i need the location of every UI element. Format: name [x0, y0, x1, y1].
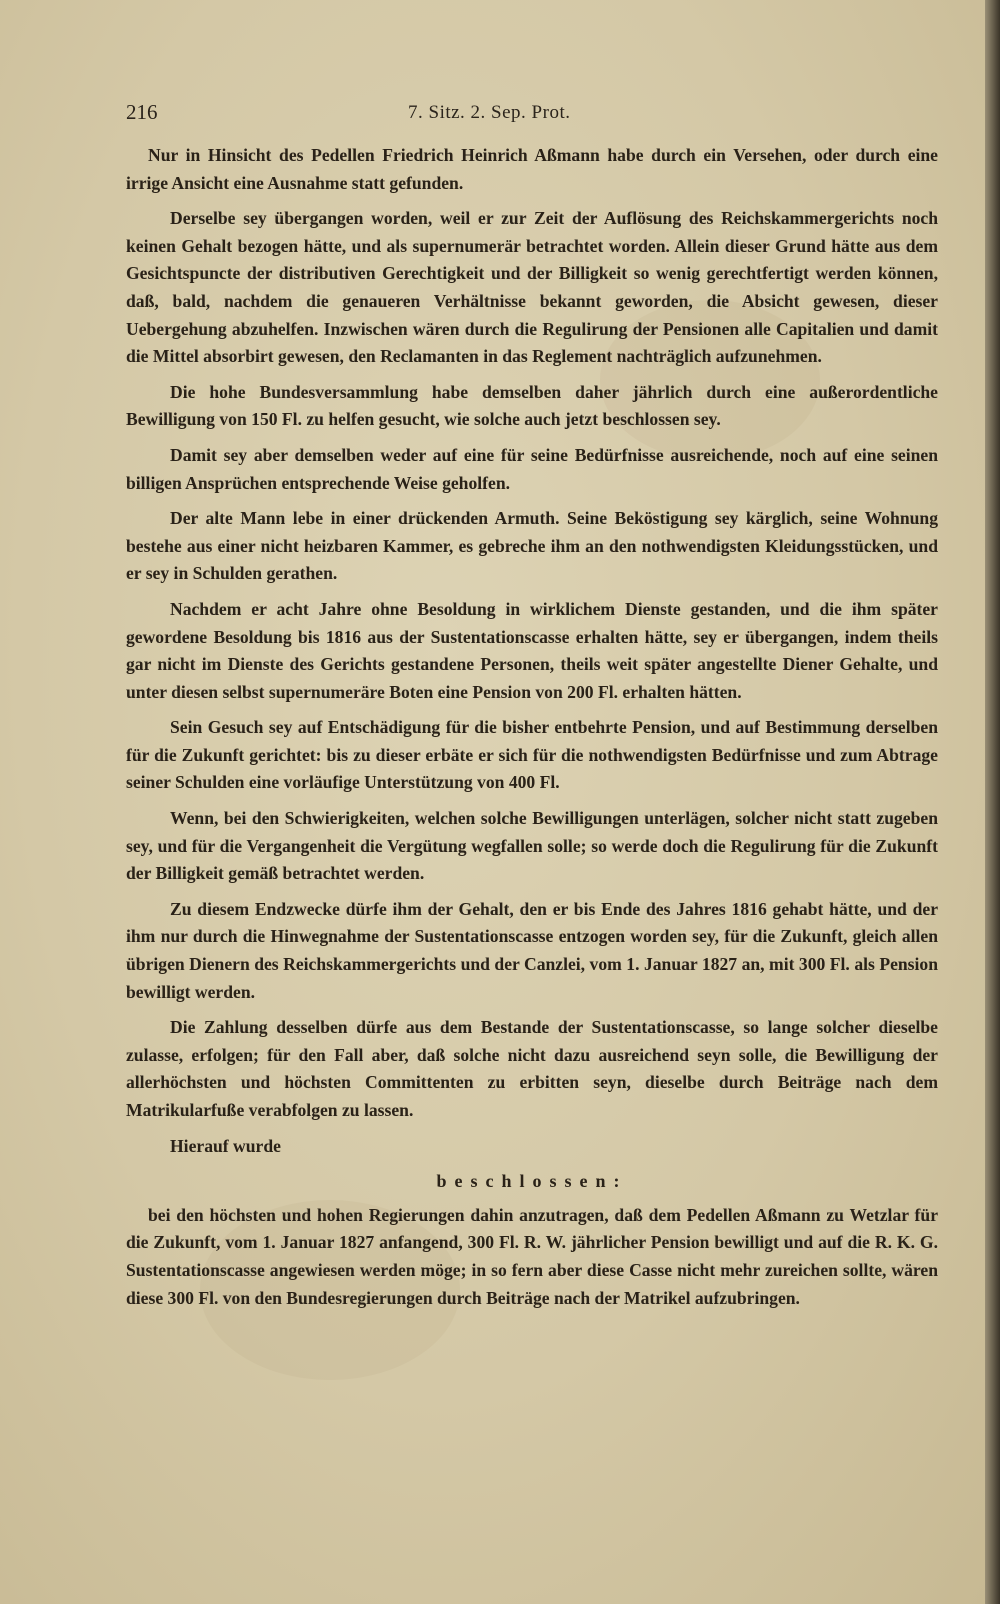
- paragraph: Der alte Mann lebe in einer drückenden Armuth. Seine Beköstigung sey kärglich, seine Wohnung bestehe aus einer nicht heizbaren Kammer, es gebreche ihm an den nothwendigsten Kleidungsstücken, und er sey in Schulden gerathen.: [126, 508, 938, 584]
- paragraph: Derselbe sey übergangen worden, weil er zur Zeit der Auflösung des Reichskammergerichts noch keinen Gehalt bezogen hätte, und als supernumerär betrachtet worden. Allein dieser Grund hätte aus dem Gesichtspuncte der distributiven Gerechtigkeit und der Billigkeit so wenig gerechtfertigt werden können, daß, bald, nachdem die genaueren Verhältnisse bekannt geworden, die Absicht gewesen, dieser Uebergehung abzuhelfen. Inzwischen wären durch die Regulirung der Pensionen alle Capitalien und damit die Mittel absorbirt gewesen, den Reclamanten in das Reglement nachträglich aufzunehmen.: [126, 208, 938, 367]
- paragraph: Zu diesem Endzwecke dürfe ihm der Gehalt, den er bis Ende des Jahres 1816 gehabt hätte, und der ihm nur durch die Hinwegnahme der Sustentationscasse entzogen worden sey, für die Zukunft, gleich allen übrigen Dienern des Reichskammergerichts und der Canzlei, vom 1. Januar 1827 an, mit 300 Fl. als Pension bewilligt werden.: [126, 898, 938, 1002]
- page-header: [126, 100, 946, 130]
- running-head: 7. Sitz. 2. Sep. Prot.: [408, 102, 571, 123]
- body-text: [126, 142, 938, 1320]
- page-edge-shadow: [985, 0, 1000, 1604]
- paragraph: Die hohe Bundesversammlung habe demselben daher jährlich durch eine außerordentliche Bewilligung von 150 Fl. zu helfen gesucht, wie solche auch jetzt beschlossen sey.: [126, 381, 938, 430]
- resolution-heading: beschlossen:: [436, 1171, 628, 1192]
- paragraph: Nachdem er acht Jahre ohne Besoldung in wirklichem Dienste gestanden, und die ihm später gewordene Besoldung bis 1816 aus der Sustentationscasse erhalten hätte, sey er übergangen, indem theils gar nicht im Dienste des Gerichts gestandene Personen, theils weit später angestellte Diener Gehalte, und unter diesen selbst supernumeräre Boten eine Pension von 200 Fl. erhalten hätten.: [126, 598, 938, 702]
- paragraph: Wenn, bei den Schwierigkeiten, welchen solche Bewilligungen unterlägen, solcher nicht statt zugeben sey, und für die Vergangenheit die Vergütung wegfallen solle; so werde doch die Regulirung für die Zukunft der Billigkeit gemäß betrachtet werden.: [126, 808, 938, 884]
- paragraph: Damit sey aber demselben weder auf eine für seine Bedürfnisse ausreichende, noch auf eine seinen billigen Ansprüchen entsprechende Weise geholfen.: [126, 444, 938, 493]
- page-number: 216: [126, 100, 158, 124]
- paragraph: Hierauf wurde: [170, 1135, 281, 1156]
- paragraph: Sein Gesuch sey auf Entschädigung für die bisher entbehrte Pension, und auf Bestimmung derselben für die Zukunft gerichtet: bis zu dieser erbäte er sich für die nothwendigsten Bedürfnisse und zum Abtrage seiner Schulden eine vorläufige Unterstützung von 400 Fl.: [126, 717, 938, 793]
- resolution-paragraph: bei den höchsten und hohen Regierungen dahin anzutragen, daß dem Pedellen Aßmann zu Wetzlar für die Zukunft, vom 1. Januar 1827 anfangend, 300 Fl. R. W. jährlicher Pension bewilligt und auf die R. K. G. Sustentationscasse angewiesen werden möge; in so fern aber diese Casse nicht mehr zureichen sollte, wären diese 300 Fl. von den Bundesregierungen durch Beiträge nach der Matrikel aufzubringen.: [126, 1204, 938, 1308]
- paragraph: Die Zahlung desselben dürfe aus dem Bestande der Sustentationscasse, so lange solcher dieselbe zulasse, erfolgen; für den Fall aber, daß solche nicht dazu ausreichend seyn solle, die Bewilligung der allerhöchsten und höchsten Committenten zu erbitten seyn, dieselbe durch Beiträge nach dem Matrikularfuße verabfolgen zu lassen.: [126, 1017, 938, 1120]
- paragraph: Nur in Hinsicht des Pedellen Friedrich Heinrich Aßmann habe durch ein Versehen, oder durch eine irrige Ansicht eine Ausnahme statt gefunden.: [126, 145, 938, 193]
